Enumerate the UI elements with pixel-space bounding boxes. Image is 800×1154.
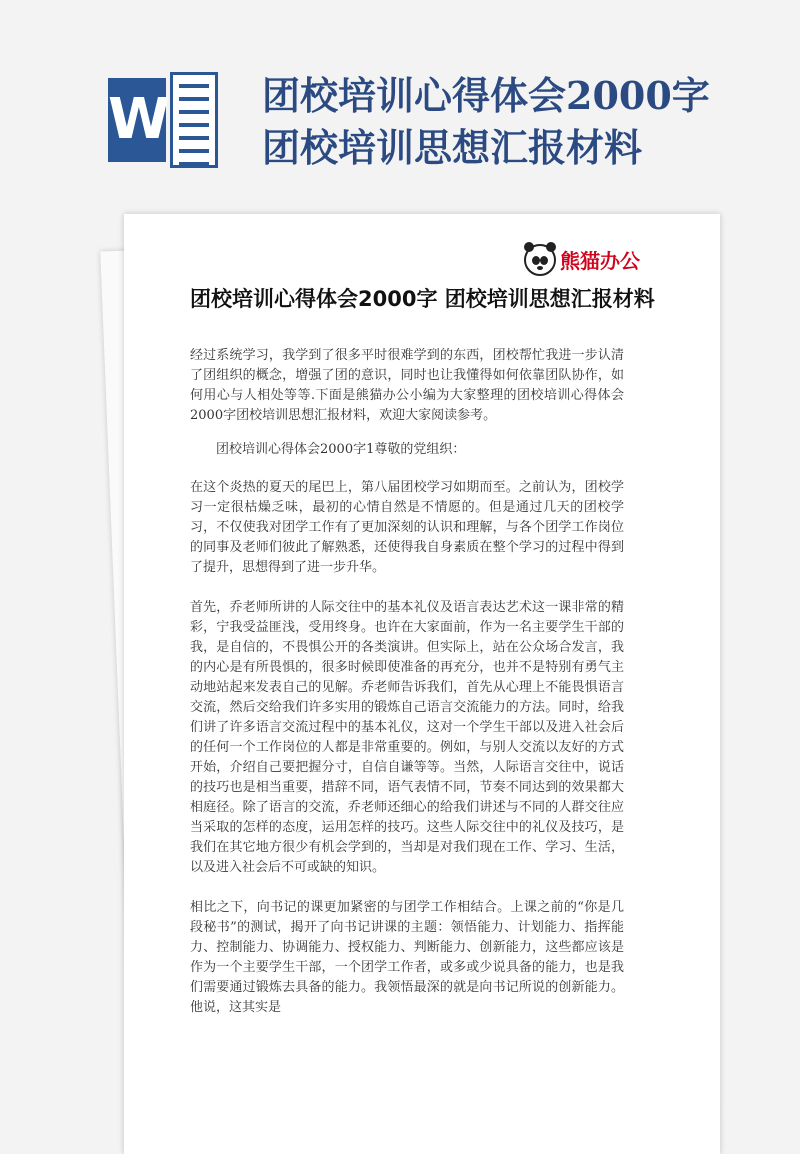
paragraph-intro: 经过系统学习，我学到了很多平时很难学到的东西，团校帮忙我进一步认清了团组织的概念，增强了团的意识，同时也让我懂得如何依靠团队协作，如何用心与人相处等等.下面是熊猫办公小编为大家整理的团校培训心得体会2000字团校培训思想汇报材料，欢迎大家阅读参考。	[190, 348, 624, 423]
word-w-letter-icon: W	[108, 87, 170, 152]
document-body	[190, 346, 624, 1038]
banner-title-line1: 团校培训心得体会2000字	[262, 73, 710, 118]
document-page	[124, 214, 720, 1154]
word-document-icon	[108, 72, 220, 168]
brand-logo-text: 熊猫办公	[560, 249, 640, 273]
paragraph: 首先，乔老师所讲的人际交往中的基本礼仪及语言表达艺术这一课非常的精彩，宁我受益匪浅，受用终身。也许在大家面前，作为一名主要学生干部的我，是自信的，不畏惧公开的各类演讲。但实际上，站在公众场合发言，我的内心是有所畏惧的，很多时候即使准备的再充分，也并不是特别有勇气主动地站起来发表自己的见解。乔老师告诉我们，首先从心理上不能畏惧语言交流，然后交给我们许多实用的锻炼自己语言交流能力的方法。同时，给我们讲了许多语言交流过程中的基本礼仪，这对一个学生干部以及进入社会后的任何一个工作岗位的人都是非常重要的。例如，与别人交流以友好的方式开始，介绍自己要把握分寸，自信自谦等等。当然，人际语言交往中，说话的技巧也是相当重要，措辞不同，语气表情不同，节奏不同达到的效果都大相庭径。除了语言的交流，乔老师还细心的给我们讲述与不同的人群交往应当采取的怎样的态度，运用怎样的技巧。这些人际交往中的礼仪及技巧，是我们在其它地方很少有机会学到的，当却是对我们现在工作、学习、生活，以及进入社会后不可或缺的知识。	[190, 600, 624, 875]
panda-icon	[524, 244, 556, 276]
banner-title-line2: 团校培训思想汇报材料	[262, 125, 643, 170]
document-title: 团校培训心得体会2000字 团校培训思想汇报材料	[190, 287, 655, 311]
paragraph: 在这个炎热的夏天的尾巴上，第八届团校学习如期而至。之前认为，团校学习一定很枯燥乏味，最初的心情自然是不情愿的。但是通过几天的团校学习，不仅使我对团学工作有了更加深刻的认识和理解，与各个团学工作岗位的同事及老师们彼此了解熟悉，还使得我自身素质在整个学习的过程中得到了提升，思想得到了进一步升华。	[190, 480, 624, 575]
paragraph: 相比之下，向书记的课更加紧密的与团学工作相结合。上课之前的“你是几段秘书”的测试，揭开了向书记讲课的主题：领悟能力、计划能力、指挥能力、控制能力、协调能力、授权能力、判断能力、创新能力，这些都应该是作为一个主要学生干部，一个团学工作者，或多或少说具备的能力，也是我们需要通过锻炼去具备的能力。我领悟最深的就是向书记所说的创新能力。他说，这其实是	[190, 900, 624, 1015]
paragraph-salutation: 团校培训心得体会2000字1尊敬的党组织：	[216, 442, 466, 457]
document-lines-icon	[170, 72, 218, 168]
banner	[0, 0, 800, 200]
